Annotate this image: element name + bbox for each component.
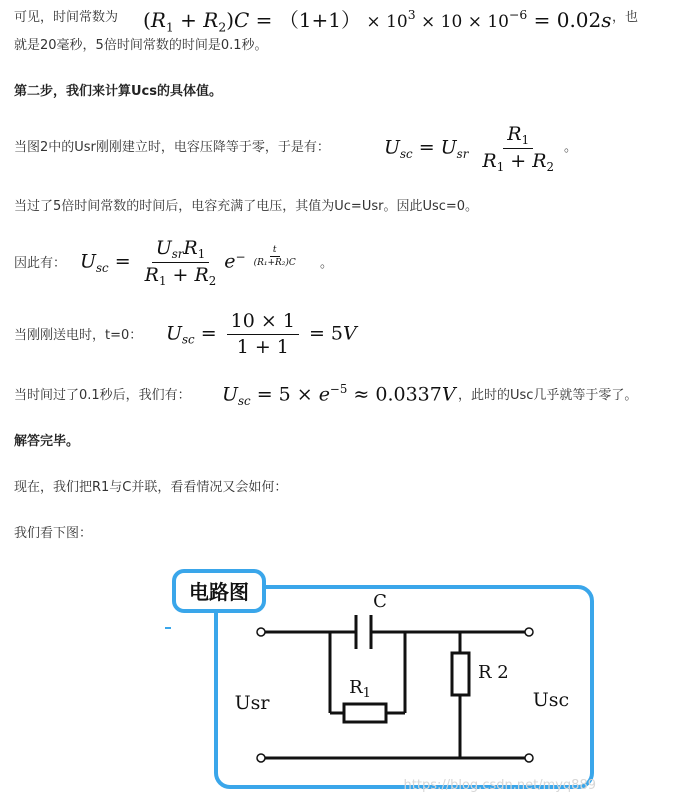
usc-label: Usc	[532, 689, 570, 711]
r1-label: $R_1$	[349, 677, 371, 701]
line1-suffix: ，也	[612, 10, 639, 25]
para4-text: 当过了5倍时间常数的时间后，电容充满了电压，其值为Uc=Usr。因此Usc=0。	[14, 199, 479, 214]
para3-prefix: 当图2中的Usr刚刚建立时，电容压降等于零，于是有：	[14, 140, 330, 155]
usr-r1-fraction: $\frac{U_{sr}R_1}{R_1 + R_2}$	[144, 237, 217, 289]
usc-t0-formula: $U_{sc}$ = $\frac{10 \times 1}{1 + 1}$ = 5V	[166, 310, 357, 358]
done-heading: 解答完毕。	[14, 434, 80, 449]
exponent-block: − $\frac{t}{\text{(R₁+R₂)C}}$	[235, 245, 296, 269]
para7-prefix: 当时间过了0.1秒后，我们有：	[14, 388, 191, 403]
terminal-top-right	[525, 628, 533, 636]
circuit-title: 电路图	[189, 580, 249, 604]
r1-over-r1r2-fraction: $\frac{R_1}{R_1 + R_2}$	[482, 123, 555, 175]
circuit-diagram	[160, 565, 600, 795]
usc-after-formula: $U_{sc} = 5 \times e^{-5} \approx 0.0337V$	[222, 382, 456, 408]
usc-decay-formula: $U_{sc}$ = $\frac{U_{sr}R_1}{R_1 + R_2}$ e − $\frac{t}{\text{(R₁+R₂)C}}$	[80, 237, 304, 288]
para3-suffix: 。	[564, 140, 578, 155]
para5-prefix: 因此有：	[14, 256, 67, 271]
para6-prefix: 当刚刚送电时，t=0：	[14, 328, 143, 343]
line2-text: 就是20毫秒，5倍时间常数的时间是0.1秒。	[14, 38, 268, 53]
terminal-bottom-left	[257, 754, 265, 762]
watermark: https://blog.csdn.net/myq889	[403, 778, 596, 793]
r2-resistor	[452, 653, 469, 695]
para9-text: 我们看下图：	[14, 526, 93, 541]
para5-suffix: 。	[320, 256, 334, 271]
step2-heading: 第二步，我们来计算Ucs的具体值。	[14, 84, 223, 99]
formula-line-time-constant	[14, 10, 118, 26]
time-constant-formula: $(R_1 + R_2)C = (1+1) \times 10^3 \times 10 \times 10^{-6} = 0.02s$	[143, 6, 612, 35]
r1-resistor	[344, 704, 386, 722]
line1-prefix: 可见，时间常数为	[14, 10, 119, 25]
r2-label: R 2	[478, 662, 509, 683]
capacitor-label: C	[373, 591, 387, 612]
terminal-bottom-right	[525, 754, 533, 762]
usr-label: Usr	[234, 692, 270, 714]
usc-initial-formula: $U_{sc} = U_{sr}$ $\frac{R_1}{R_1 + R_2}$	[384, 123, 562, 174]
terminal-top-left	[257, 628, 265, 636]
para8-text: 现在，我们把R1与C并联，看看情况又会如何：	[14, 480, 288, 495]
para7-suffix: ，此时的Usc几乎就等于零了。	[458, 388, 638, 403]
ten-over-two-fraction: $\frac{10 \times 1}{1 + 1}$	[227, 310, 299, 359]
